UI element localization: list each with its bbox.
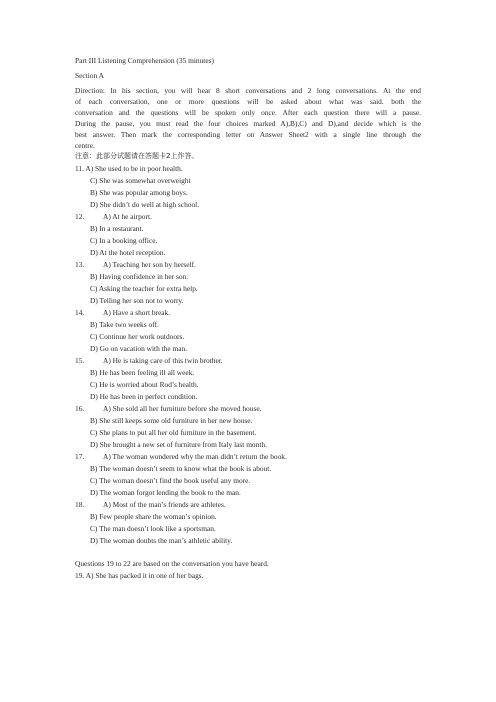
question-number: 12. [75,212,85,221]
directions-line: of each conversation, one or more questions will be asked about what was said. both the [75,97,421,106]
directions-line: Direction: In his section, you will hear 8 short conversations and 2 long conversations. At the end [75,86,421,95]
chinese-note: 注意：此部分试题请在答题卡2上作答。 [75,152,199,160]
option: B) Few people share the woman’s opinion. [90,512,217,521]
option: D) At the hotel reception. [90,248,166,257]
option: D) The woman doubts the man’s athletic ability. [90,536,233,545]
option: C) She was somewhat overweight [90,176,191,185]
question-number: 14. [75,308,85,317]
option: B) Having confidence in her son. [90,272,189,281]
option: A) The woman wondered why the man didn’t return the book. [103,452,287,461]
option: C) The woman doesn’t find the book useful any more. [90,476,251,485]
question-number: 15. [75,356,85,365]
directions-line: centre. [75,141,95,150]
question-14 [75,308,171,317]
option: A) Have a short break. [103,308,171,317]
option: A) He is taking care of this twin brother. [103,356,223,365]
option: B) She was popular among boys. [90,188,188,197]
question-11: 11. A) She used to be in poor health. [75,164,183,173]
option: D) He has been in perfect condition. [90,392,198,401]
question-13 [75,260,196,269]
option: D) She brought a new set of furniture from Italy last month. [90,440,267,449]
option: A) At he airport. [103,212,152,221]
option: C) He is worried about Rod’s health. [90,380,199,389]
question-16 [75,404,262,413]
option: C) She plans to put all her old furniture in the basement. [90,428,257,437]
option: B) Take two weeks off. [90,320,159,329]
option: C) Asking the teacher for extra help. [90,284,198,293]
question-number: 16. [75,404,85,413]
option: D) The woman forgot lending the book to the man. [90,488,241,497]
option: B) The woman doesn’t seem to know what the book is about. [90,464,272,473]
option: A) Teaching her son by herself. [103,260,196,269]
option: B) He has been feeling ill all week. [90,368,195,377]
option: C) Continue her work outdoors. [90,332,185,341]
question-number: 18. [75,500,85,509]
option: B) In a restaurant. [90,224,144,233]
question-12 [75,212,152,221]
question-17 [75,452,287,461]
directions-line: best answer. Then mark the corresponding letter on Answer Sheet2 with a single line through the [75,130,421,139]
option: B) She still keeps some old furniture in her new house. [90,416,253,425]
section-label: Section A [75,71,104,80]
option: A) Most of the man’s friends are athletes. [103,500,226,509]
directions-line: conversation and the questions will be spoken only once. After each question there will a pause. [75,108,421,117]
conversation-note: Questions 19 to 22 are based on the conversation you have heard. [75,559,269,568]
option: C) The man doesn’t look like a sportsman. [90,524,216,533]
question-number: 13. [75,260,85,269]
question-15 [75,356,223,365]
part-title: Part III Listening Comprehension (35 minutes) [75,56,214,65]
option: D) Go on vacation with the man. [90,344,188,353]
option: D) Telling her son not to worry. [90,296,184,305]
question-19: 19. A) She has packed it in one of her bags. [75,571,204,580]
option: A) She sold all her furniture before she moved house. [103,404,262,413]
option: D) She didn’t do well at high school. [90,200,200,209]
option: C) In a booking office. [90,236,158,245]
directions-line: During the pause, you must read the four choices marked A),B),C) and D),and decide which is the [75,119,421,128]
question-number: 17. [75,452,85,461]
question-18 [75,500,226,509]
